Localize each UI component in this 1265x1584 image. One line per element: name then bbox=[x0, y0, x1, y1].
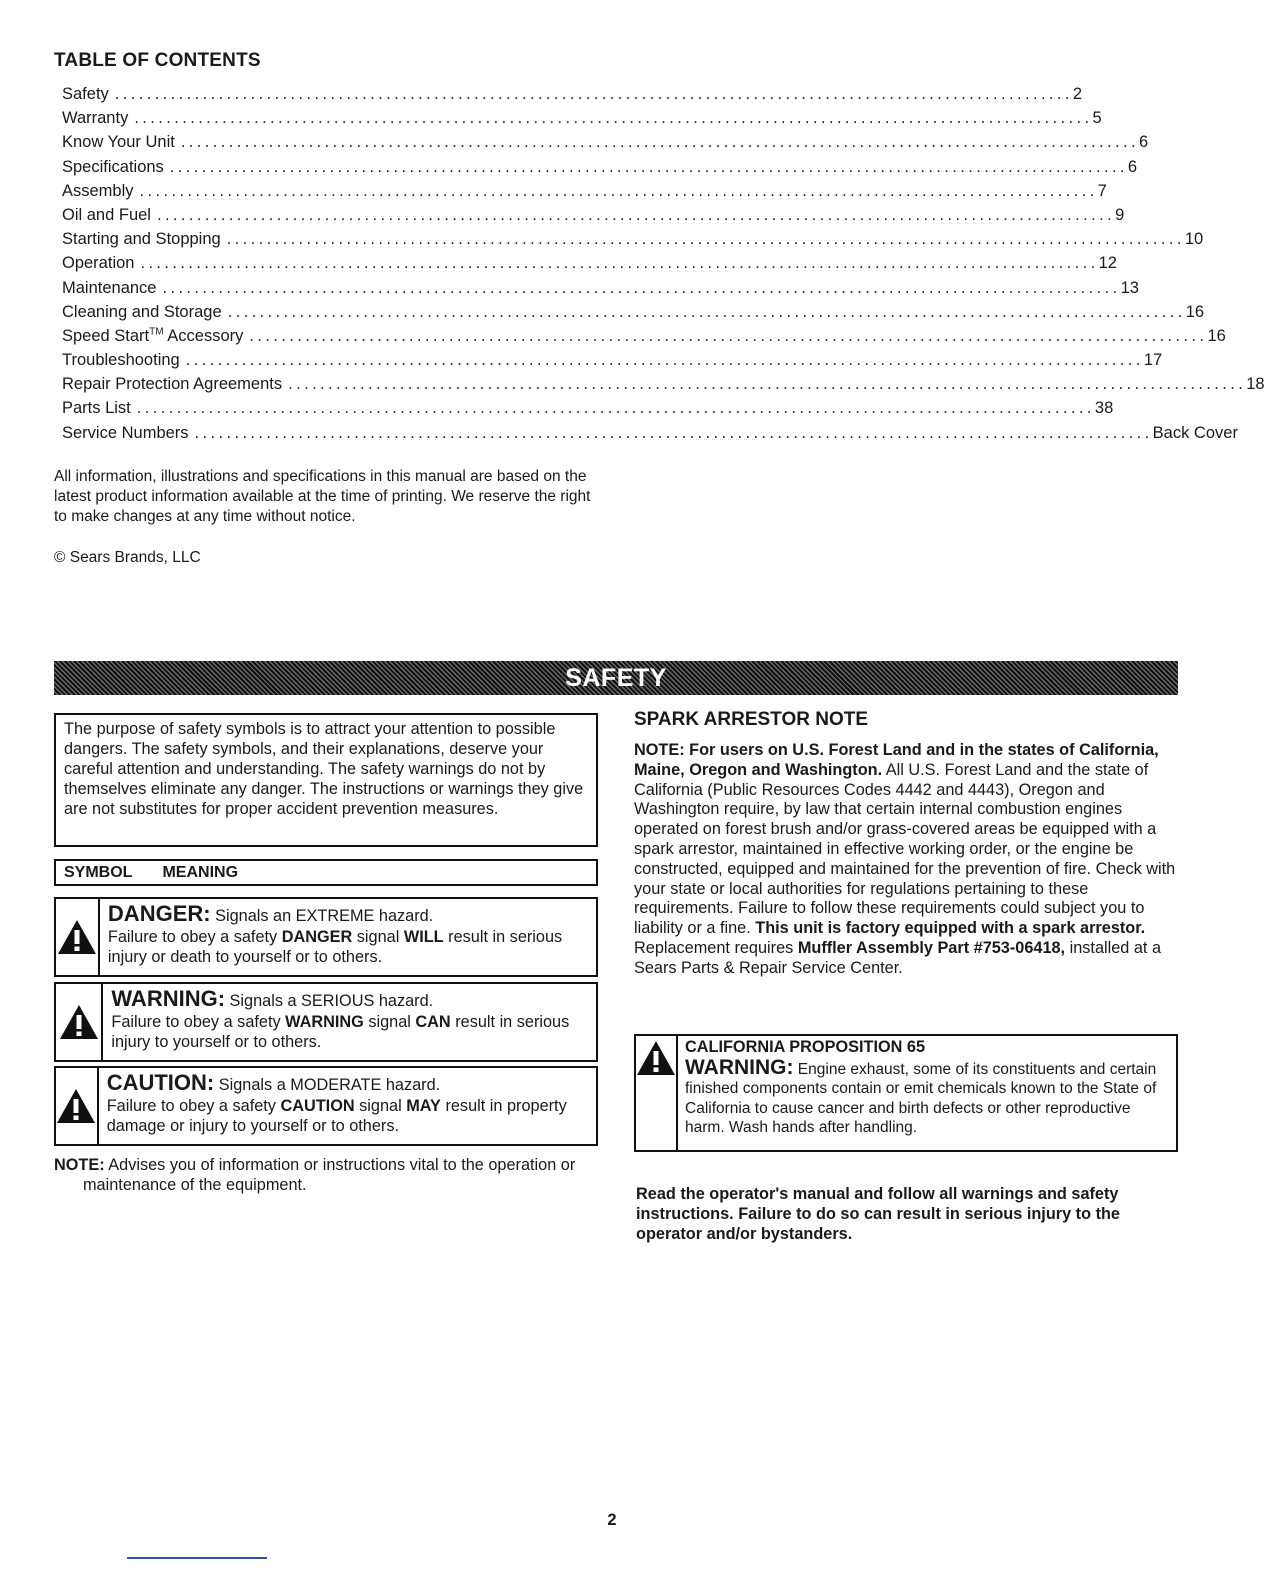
prop65-box bbox=[634, 1034, 1178, 1152]
note-label: NOTE: bbox=[54, 1156, 105, 1174]
toc-leader-dots: ........................................................................................................................ bbox=[194, 423, 1153, 442]
caution-title: CAUTION: bbox=[106, 1070, 215, 1095]
caution-desc-3: result in property damage or injury to yourself or to others. bbox=[106, 1097, 567, 1135]
spark-arrestor-heading: SPARK ARRESTOR NOTE bbox=[634, 709, 869, 730]
warning-desc-3: result in serious injury to yourself or to others. bbox=[111, 1013, 570, 1051]
caution-desc-2: signal bbox=[354, 1097, 407, 1115]
danger-desc-2: signal bbox=[352, 928, 404, 946]
toc-leader-dots: ........................................................................................................................ bbox=[288, 375, 1247, 394]
danger-title: DANGER: bbox=[107, 901, 211, 926]
warning-desc-bold-2: CAN bbox=[415, 1013, 451, 1031]
toc-leader-dots: ........................................................................................................................ bbox=[185, 351, 1144, 370]
safety-purpose-box: The purpose of safety symbols is to attract your attention to possible dangers. The safety symbols, and their explanations, deserve your careful attention and understanding. The safety warnings do not by themselves eliminate any danger. The instructions or warnings they give are not substitutes for proper accident prevention measures. bbox=[54, 713, 598, 847]
disclaimer-text: All information, illustrations and specifications in this manual are based on the latest product information available at the time of printing. We reserve the right to make changes at any time without notice. bbox=[54, 468, 591, 525]
spark-text-1: All U.S. Forest Land and the state of California (Public Resources Codes 4442 and 4443), Oregon and Washington require, by law that certain internal combustion engines operated on forest brush and/or grass-covered areas be equipped with a spark arrestor, maintained in effective working order, or the engine be constructed, equipped and maintained for the prevention of fire. Check with your state or local authorities for regulations pertaining to these requirements. Failure to follow these requirements could subject you to liability or a fine. bbox=[634, 760, 1176, 938]
spark-text-2: Replacement requires bbox=[634, 938, 798, 957]
caution-desc-bold-2: MAY bbox=[406, 1097, 441, 1115]
caution-desc-bold-1: CAUTION bbox=[280, 1097, 355, 1115]
note-paragraph bbox=[54, 1155, 614, 1195]
toc-entry[interactable] bbox=[62, 300, 1205, 324]
toc-leader-dots: ........................................................................................................................ bbox=[136, 399, 1095, 418]
toc-entry-page: 6 bbox=[1127, 157, 1138, 176]
toc-leader-dots: ........................................................................................................................ bbox=[114, 85, 1073, 103]
toc-entry-label: Service Numbers bbox=[62, 423, 189, 442]
toc-entry[interactable] bbox=[62, 251, 1117, 275]
toc-heading: TABLE OF CONTENTS bbox=[54, 50, 261, 71]
toc-entry[interactable] bbox=[62, 396, 1114, 420]
footer-rule bbox=[127, 1557, 267, 1559]
danger-signal-box bbox=[54, 897, 598, 977]
toc-leader-dots: ........................................................................................................................ bbox=[134, 109, 1093, 128]
toc-entry[interactable] bbox=[62, 155, 1138, 179]
toc-entry-page: 38 bbox=[1094, 399, 1114, 418]
toc-entry-label: Repair Protection Agreements bbox=[62, 375, 283, 394]
spark-bold-2: This unit is factory equipped with a spark arrestor. bbox=[755, 919, 1146, 938]
danger-desc-bold-2: WILL bbox=[403, 928, 444, 946]
toc-entry[interactable] bbox=[62, 203, 1125, 227]
toc-entry-page: 18 bbox=[1246, 375, 1265, 394]
warning-subtitle: Signals a SERIOUS hazard. bbox=[225, 992, 434, 1010]
toc-entry-label: Operation bbox=[62, 254, 135, 273]
toc-leader-dots: ........................................................................................................................ bbox=[180, 133, 1139, 152]
caution-subtitle: Signals a MODERATE hazard. bbox=[214, 1076, 441, 1094]
toc-entry[interactable] bbox=[62, 276, 1139, 300]
toc-leader-dots: ........................................................................................................................ bbox=[226, 230, 1185, 249]
toc-entry-page: 16 bbox=[1207, 326, 1226, 345]
toc-entry-page: 7 bbox=[1097, 181, 1107, 200]
toc-leader-dots: ........................................................................................................................ bbox=[139, 181, 1098, 200]
toc-entry-label: Speed Start™ Accessory bbox=[62, 326, 244, 345]
toc-entry-label: Troubleshooting bbox=[62, 351, 180, 370]
toc-entry[interactable] bbox=[62, 227, 1204, 251]
toc-entry-label: Parts List bbox=[62, 399, 131, 418]
toc-list bbox=[62, 82, 1265, 445]
toc-entry-label: Cleaning and Storage bbox=[62, 302, 222, 321]
toc-entry[interactable] bbox=[62, 130, 1149, 154]
warning-triangle-icon bbox=[636, 1036, 678, 1150]
toc-entry-page: 10 bbox=[1184, 230, 1204, 249]
toc-entry-label: Specifications bbox=[62, 157, 164, 176]
toc-entry-page: 16 bbox=[1185, 302, 1205, 321]
warning-desc-bold-1: WARNING bbox=[285, 1013, 364, 1031]
safety-banner bbox=[54, 661, 1178, 695]
toc-entry-label: Maintenance bbox=[62, 278, 157, 297]
spark-arrestor-body bbox=[634, 741, 1179, 979]
toc-leader-dots: ........................................................................................................................ bbox=[156, 205, 1116, 224]
symbol-column-header: SYMBOL bbox=[64, 864, 133, 881]
toc-entry[interactable] bbox=[62, 324, 1226, 348]
copyright-text: © Sears Brands, LLC bbox=[54, 549, 201, 566]
warning-triangle-icon bbox=[56, 899, 100, 975]
toc-entry[interactable] bbox=[62, 421, 1238, 445]
toc-entry-page: 17 bbox=[1143, 351, 1163, 370]
danger-signal-text bbox=[100, 899, 596, 975]
caution-signal-box bbox=[54, 1066, 598, 1146]
toc-leader-dots: ........................................................................................................................ bbox=[249, 326, 1208, 345]
toc-entry-page: 5 bbox=[1092, 109, 1102, 128]
danger-desc-1: Failure to obey a safety bbox=[107, 928, 282, 946]
warning-triangle-icon bbox=[56, 1068, 99, 1144]
toc-entry-page: 12 bbox=[1098, 254, 1117, 273]
spark-text-3: installed at a Sears Parts & Repair Service Center. bbox=[634, 938, 1162, 977]
page-number: 2 bbox=[607, 1511, 617, 1529]
caution-desc-1: Failure to obey a safety bbox=[106, 1097, 281, 1115]
danger-desc-3: result in serious injury or death to yourself or to others. bbox=[107, 928, 563, 966]
toc-entry-page: Back Cover bbox=[1152, 423, 1238, 442]
toc-entry-page: 13 bbox=[1120, 278, 1139, 297]
toc-entry[interactable] bbox=[62, 372, 1265, 396]
toc-entry-label: Safety bbox=[62, 85, 109, 103]
toc-entry[interactable] bbox=[62, 106, 1102, 130]
warning-triangle-icon bbox=[56, 984, 103, 1060]
warning-desc-1: Failure to obey a safety bbox=[111, 1013, 286, 1031]
meaning-column-header: MEANING bbox=[162, 864, 239, 881]
toc-entry[interactable] bbox=[62, 179, 1107, 203]
toc-entry-label: Assembly bbox=[62, 181, 134, 200]
toc-entry-label: Know Your Unit bbox=[62, 133, 175, 152]
danger-desc-bold-1: DANGER bbox=[281, 928, 353, 946]
toc-leader-dots: ........................................................................................................................ bbox=[169, 157, 1128, 176]
prop65-heading: CALIFORNIA PROPOSITION 65 bbox=[685, 1038, 926, 1056]
spark-bold-3: Muffler Assembly Part #753-06418, bbox=[797, 938, 1066, 957]
warning-signal-box bbox=[54, 982, 598, 1062]
toc-entry[interactable] bbox=[62, 82, 1083, 106]
toc-leader-dots: ........................................................................................................................ bbox=[227, 302, 1186, 321]
toc-entry-page: 9 bbox=[1115, 205, 1125, 224]
warning-title: WARNING: bbox=[111, 986, 226, 1011]
toc-entry-page: 2 bbox=[1072, 85, 1083, 103]
prop65-text bbox=[678, 1036, 1176, 1150]
caution-signal-text bbox=[99, 1068, 596, 1144]
toc-entry-label: Warranty bbox=[62, 109, 129, 128]
toc-entry-page: 6 bbox=[1138, 133, 1149, 152]
prop65-warning-title: WARNING: bbox=[685, 1055, 794, 1079]
danger-subtitle: Signals an EXTREME hazard. bbox=[210, 907, 434, 925]
warning-signal-text bbox=[103, 984, 596, 1060]
warning-desc-2: signal bbox=[363, 1013, 416, 1031]
toc-leader-dots: ........................................................................................................................ bbox=[162, 278, 1121, 297]
toc-entry-label: Starting and Stopping bbox=[62, 230, 221, 249]
toc-leader-dots: ........................................................................................................................ bbox=[140, 254, 1099, 273]
toc-entry[interactable] bbox=[62, 348, 1163, 372]
read-manual-notice: Read the operator's manual and follow all warnings and safety instructions. Failure to do so can result in serious injury to the operator and/or bystanders. bbox=[636, 1185, 1120, 1243]
spark-bold-1: NOTE: For users on U.S. Forest Land and in the states of California, Maine, Oregon and Washington. bbox=[634, 741, 1159, 779]
toc-entry-label: Oil and Fuel bbox=[62, 205, 151, 224]
safety-banner-title: SAFETY bbox=[565, 664, 667, 692]
symbol-meaning-header bbox=[54, 859, 598, 886]
note-text: Advises you of information or instructions vital to the operation or maintenance of the equipment. bbox=[83, 1156, 576, 1194]
prop65-body: Engine exhaust, some of its constituents and certain finished components contain or emit chemicals known to the State of California to cause cancer and birth defects or other reproductive harm. Wash hands after handling. bbox=[685, 1060, 1157, 1136]
